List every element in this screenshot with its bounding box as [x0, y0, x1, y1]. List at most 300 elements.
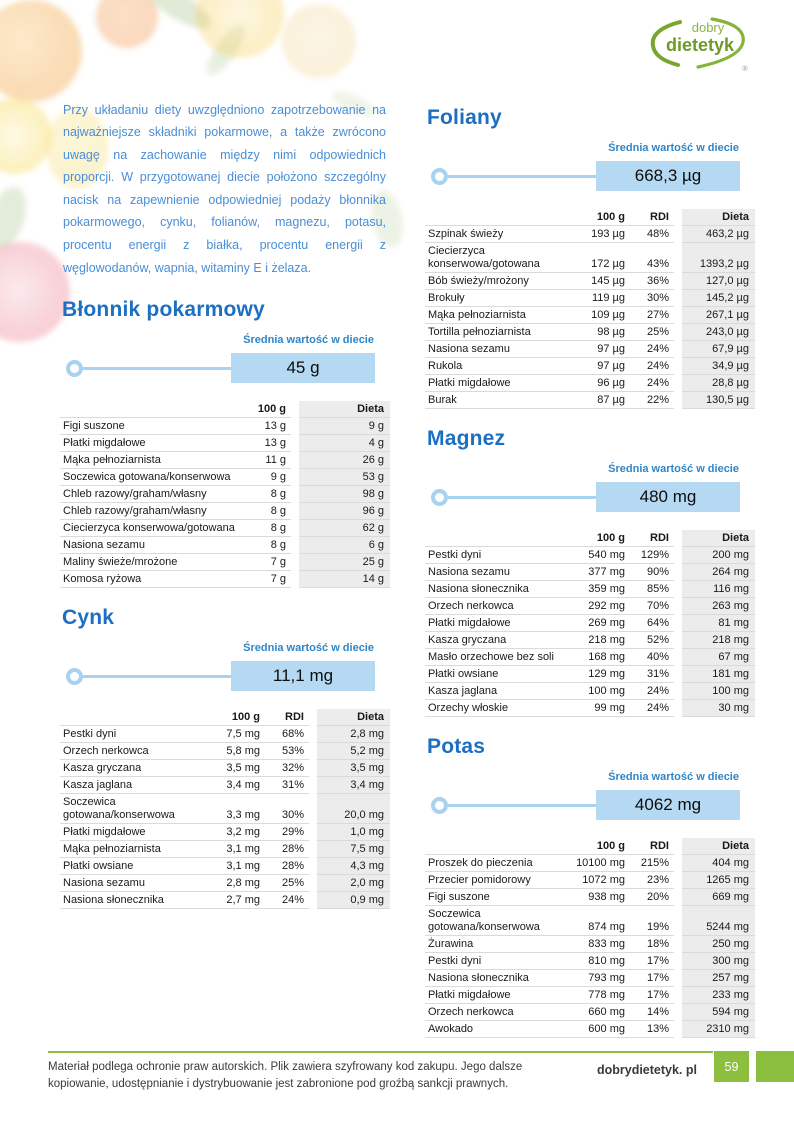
value-cell: 68% [281, 727, 304, 740]
value-cell: 3,2 mg [226, 825, 260, 838]
value-cell: 2,8 mg [313, 726, 390, 743]
table-row [60, 875, 390, 892]
food-name-cell: Kasza gryczana [63, 761, 142, 774]
value-cell: 874 mg [588, 920, 625, 933]
column-header: Dieta [313, 709, 390, 726]
value-cell: 2,8 mg [226, 876, 260, 889]
footer-edge-block [756, 1051, 794, 1082]
food-name-cell: Płatki migdałowe [63, 825, 146, 838]
food-name-cell: Żurawina [428, 937, 474, 950]
column-header: Dieta [295, 401, 390, 418]
average-marker [431, 790, 740, 820]
food-name-cell: Tortilla pełnoziarnista [428, 325, 531, 338]
food-name-cell: Pestki dyni [428, 954, 482, 967]
average-marker [66, 353, 375, 383]
value-cell: 7,5 mg [226, 727, 260, 740]
value-cell: 9 g [270, 470, 286, 483]
value-cell: 2,7 mg [226, 893, 260, 906]
food-name-cell: Nasiona słonecznika [428, 582, 529, 595]
column-header: RDI [650, 531, 669, 544]
value-cell: 13 g [264, 419, 286, 432]
food-name-cell: Proszek do pieczenia [428, 856, 533, 869]
value-cell: 26 g [295, 452, 390, 469]
table-row [60, 418, 390, 435]
marker-circle-icon [66, 360, 83, 377]
value-cell: 30 mg [678, 700, 755, 717]
table-row [425, 1021, 755, 1038]
value-cell: 168 mg [588, 650, 625, 663]
food-name-cell: Chleb razowy/graham/własny [63, 487, 207, 500]
section-cynk [60, 606, 390, 909]
value-cell: 43% [646, 257, 669, 270]
value-cell: 810 mg [588, 954, 625, 967]
nutrient-table [60, 709, 390, 909]
page-number-badge: 59 [714, 1051, 749, 1082]
average-value-box: 45 g [231, 353, 375, 383]
value-cell: 28% [281, 859, 304, 872]
value-cell: 25 g [295, 554, 390, 571]
value-cell: 100 mg [588, 684, 625, 697]
food-name-cell: Orzechy włoskie [428, 701, 509, 714]
value-cell: 32% [281, 761, 304, 774]
food-column-header [425, 209, 565, 226]
food-name-cell: Burak [428, 393, 457, 406]
food-name-cell: Płatki owsiane [63, 859, 134, 872]
column-header: RDI [285, 710, 304, 723]
value-cell: 10100 mg [576, 856, 625, 869]
food-name-cell: Kasza gryczana [428, 633, 507, 646]
average-value-box: 480 mg [596, 482, 740, 512]
column-header: RDI [650, 839, 669, 852]
table-row [425, 649, 755, 666]
value-cell: 48% [646, 227, 669, 240]
value-cell: 19% [646, 920, 669, 933]
food-name-cell: Bób świeży/mrożony [428, 274, 529, 287]
value-cell: 8 g [270, 538, 286, 551]
value-cell: 833 mg [588, 937, 625, 950]
value-cell: 938 mg [588, 890, 625, 903]
food-name-cell: Pestki dyni [428, 548, 482, 561]
value-cell: 127,0 µg [678, 273, 755, 290]
value-cell: 4,3 mg [313, 858, 390, 875]
food-name-cell: Awokado [428, 1022, 474, 1035]
value-cell: 300 mg [678, 953, 755, 970]
value-cell: 116 mg [678, 581, 755, 598]
marker-circle-icon [431, 168, 448, 185]
column-header: Dieta [678, 530, 755, 547]
value-cell: 20% [646, 890, 669, 903]
value-cell: 3,1 mg [226, 842, 260, 855]
food-name-cell: Kasza jaglana [63, 778, 133, 791]
value-cell: 404 mg [678, 855, 755, 872]
section-foliany [425, 106, 755, 409]
table-row [60, 743, 390, 760]
value-cell: 119 µg [591, 291, 625, 304]
table-row [425, 1004, 755, 1021]
background-lemon-slice [0, 98, 52, 174]
value-cell: 17% [646, 988, 669, 1001]
value-cell: 99 mg [594, 701, 625, 714]
food-name-cell: Rukola [428, 359, 463, 372]
table-row [60, 841, 390, 858]
average-value-box: 4062 mg [596, 790, 740, 820]
value-cell: 81 mg [678, 615, 755, 632]
food-name-cell: Płatki migdałowe [428, 988, 511, 1001]
value-cell: 29% [281, 825, 304, 838]
value-cell: 292 mg [588, 599, 625, 612]
value-cell: 130,5 µg [678, 392, 755, 409]
value-cell: 24% [646, 684, 669, 697]
table-row [425, 953, 755, 970]
average-marker [431, 482, 740, 512]
table-row [425, 872, 755, 889]
value-cell: 1,0 mg [313, 824, 390, 841]
table-row [425, 855, 755, 872]
food-name-cell: Soczewica gotowana/konserwowa [428, 907, 540, 933]
average-marker [431, 161, 740, 191]
value-cell: 5,2 mg [313, 743, 390, 760]
food-name-cell: Brokuły [428, 291, 465, 304]
value-cell: 793 mg [588, 971, 625, 984]
table-row [60, 537, 390, 554]
value-cell: 18% [646, 937, 669, 950]
table-row [425, 936, 755, 953]
value-cell: 31% [646, 667, 669, 680]
column-header: 100 g [596, 839, 625, 852]
value-cell: 7 g [270, 572, 286, 585]
column-header: Dieta [678, 838, 755, 855]
average-value-label: Średnia wartość w diecie [608, 771, 739, 783]
value-cell: 778 mg [588, 988, 625, 1001]
average-value-label: Średnia wartość w diecie [608, 142, 739, 154]
section-potas [425, 735, 755, 1038]
right-column [425, 106, 755, 1056]
value-cell: 267,1 µg [678, 307, 755, 324]
value-cell: 264 mg [678, 564, 755, 581]
registered-mark: ® [742, 66, 748, 73]
table-row [60, 777, 390, 794]
value-cell: 14% [646, 1005, 669, 1018]
value-cell: 11 g [265, 453, 286, 466]
value-cell: 22% [646, 393, 669, 406]
food-name-cell: Orzech nerkowca [428, 1005, 514, 1018]
food-name-cell: Płatki owsiane [428, 667, 499, 680]
background-leaf [0, 182, 33, 253]
logo-word-top: dobry [691, 20, 725, 35]
footer-divider [48, 1051, 713, 1053]
value-cell: 263 mg [678, 598, 755, 615]
column-header: 100 g [257, 402, 286, 415]
table-row [425, 226, 755, 243]
value-cell: 5,8 mg [226, 744, 260, 757]
value-cell: 660 mg [588, 1005, 625, 1018]
table-row [425, 290, 755, 307]
section-title: Foliany [427, 106, 502, 129]
value-cell: 669 mg [678, 889, 755, 906]
background-orange-slice [196, 0, 284, 58]
value-cell: 13% [646, 1022, 669, 1035]
value-cell: 5244 mg [678, 906, 755, 936]
value-cell: 30% [646, 291, 669, 304]
value-cell: 200 mg [678, 547, 755, 564]
column-header: RDI [650, 210, 669, 223]
value-cell: 257 mg [678, 970, 755, 987]
nutrient-table [60, 401, 390, 588]
food-name-cell: Orzech nerkowca [428, 599, 514, 612]
marker-track [448, 804, 596, 807]
table-row [60, 892, 390, 909]
background-pale-fruit [282, 4, 356, 78]
value-cell: 98 g [295, 486, 390, 503]
food-name-cell: Nasiona sezamu [428, 565, 510, 578]
value-cell: 27% [646, 308, 669, 321]
value-cell: 85% [646, 582, 669, 595]
value-cell: 98 µg [597, 325, 625, 338]
value-cell: 96 µg [597, 376, 625, 389]
food-column-header [60, 401, 240, 418]
table-row [60, 486, 390, 503]
background-tangerine-fruit [96, 0, 158, 48]
value-cell: 2,0 mg [313, 875, 390, 892]
food-name-cell: Przecier pomidorowy [428, 873, 531, 886]
table-row [425, 273, 755, 290]
value-cell: 17% [646, 954, 669, 967]
website-link[interactable]: dobrydietetyk. pl [596, 1063, 697, 1077]
value-cell: 1072 mg [582, 873, 625, 886]
value-cell: 25% [646, 325, 669, 338]
section-title: Błonnik pokarmowy [62, 298, 265, 321]
value-cell: 23% [646, 873, 669, 886]
average-value-label: Średnia wartość w diecie [243, 334, 374, 346]
value-cell: 25% [281, 876, 304, 889]
table-row [425, 666, 755, 683]
value-cell: 53 g [295, 469, 390, 486]
value-cell: 90% [646, 565, 669, 578]
value-cell: 30% [281, 808, 304, 821]
table-row [425, 324, 755, 341]
food-name-cell: Masło orzechowe bez soli [428, 650, 554, 663]
left-column [60, 298, 390, 927]
value-cell: 53% [281, 744, 304, 757]
marker-track [448, 496, 596, 499]
value-cell: 540 mg [588, 548, 625, 561]
value-cell: 4 g [295, 435, 390, 452]
value-cell: 28% [281, 842, 304, 855]
value-cell: 1265 mg [678, 872, 755, 889]
table-row [60, 726, 390, 743]
value-cell: 20,0 mg [313, 794, 390, 824]
background-orange-fruit [0, 0, 82, 102]
food-name-cell: Nasiona słonecznika [63, 893, 164, 906]
food-name-cell: Figi suszone [428, 890, 490, 903]
value-cell: 463,2 µg [678, 226, 755, 243]
food-name-cell: Nasiona sezamu [63, 876, 145, 889]
value-cell: 3,4 mg [226, 778, 260, 791]
value-cell: 67 mg [678, 649, 755, 666]
value-cell: 594 mg [678, 1004, 755, 1021]
food-name-cell: Komosa ryżowa [63, 572, 142, 585]
table-row [425, 307, 755, 324]
value-cell: 52% [646, 633, 669, 646]
average-value-box: 11,1 mg [231, 661, 375, 691]
value-cell: 600 mg [588, 1022, 625, 1035]
table-row [60, 858, 390, 875]
column-header: 100 g [596, 531, 625, 544]
value-cell: 145,2 µg [678, 290, 755, 307]
value-cell: 3,5 mg [313, 760, 390, 777]
food-name-cell: Chleb razowy/graham/własny [63, 504, 207, 517]
food-name-cell: Płatki migdałowe [63, 436, 146, 449]
food-name-cell: Soczewica gotowana/konserwowa [63, 795, 175, 821]
table-row [425, 700, 755, 717]
value-cell: 3,1 mg [226, 859, 260, 872]
value-cell: 7,5 mg [313, 841, 390, 858]
table-row [425, 615, 755, 632]
value-cell: 36% [646, 274, 669, 287]
food-name-cell: Nasiona sezamu [428, 342, 510, 355]
food-name-cell: Ciecierzyca konserwowa/gotowana [63, 521, 235, 534]
table-row [425, 375, 755, 392]
value-cell: 218 mg [588, 633, 625, 646]
table-row [60, 794, 390, 824]
average-marker [66, 661, 375, 691]
value-cell: 34,9 µg [678, 358, 755, 375]
value-cell: 129 mg [588, 667, 625, 680]
food-name-cell: Nasiona sezamu [63, 538, 145, 551]
background-leaf [201, 20, 252, 81]
copyright-notice: Materiał podlega ochronie praw autorskich. Plik zawiera szyfrowany kod zakupu. Jego dalsze kopiowanie, udostępnianie i dystrybuowanie jest zabronione pod groźbą sankcji prawnych. [48, 1061, 523, 1090]
table-row [60, 824, 390, 841]
marker-circle-icon [431, 797, 448, 814]
background-leaf [137, 0, 217, 37]
table-row [425, 598, 755, 615]
value-cell: 129% [640, 548, 669, 561]
value-cell: 2310 mg [678, 1021, 755, 1038]
value-cell: 14 g [295, 571, 390, 588]
nutrient-table [425, 209, 755, 409]
food-name-cell: Ciecierzyca konserwowa/gotowana [428, 244, 540, 270]
table-row [425, 358, 755, 375]
marker-track [83, 675, 231, 678]
food-name-cell: Mąka pełnoziarnista [63, 842, 161, 855]
value-cell: 8 g [270, 504, 286, 517]
table-row [425, 970, 755, 987]
food-name-cell: Mąka pełnoziarnista [428, 308, 526, 321]
food-name-cell: Mąka pełnoziarnista [63, 453, 161, 466]
logo-swoosh-icon [646, 14, 752, 74]
food-name-cell: Szpinak świeży [428, 227, 504, 240]
food-name-cell: Płatki migdałowe [428, 616, 511, 629]
food-name-cell: Pestki dyni [63, 727, 117, 740]
marker-circle-icon [431, 489, 448, 506]
value-cell: 7 g [270, 555, 286, 568]
table-row [425, 243, 755, 273]
value-cell: 218 mg [678, 632, 755, 649]
value-cell: 377 mg [588, 565, 625, 578]
marker-circle-icon [66, 668, 83, 685]
table-row [425, 632, 755, 649]
table-row [60, 452, 390, 469]
food-name-cell: Figi suszone [63, 419, 125, 432]
value-cell: 17% [646, 971, 669, 984]
table-row [425, 341, 755, 358]
value-cell: 172 µg [591, 257, 625, 270]
value-cell: 109 µg [591, 308, 625, 321]
table-row [425, 906, 755, 936]
value-cell: 62 g [295, 520, 390, 537]
value-cell: 70% [646, 599, 669, 612]
value-cell: 96 g [295, 503, 390, 520]
value-cell: 181 mg [678, 666, 755, 683]
value-cell: 9 g [295, 418, 390, 435]
column-header: 100 g [596, 210, 625, 223]
value-cell: 269 mg [588, 616, 625, 629]
value-cell: 24% [646, 342, 669, 355]
section-title: Magnez [427, 427, 506, 450]
table-header-row [425, 838, 755, 855]
food-name-cell: Kasza jaglana [428, 684, 498, 697]
value-cell: 24% [646, 359, 669, 372]
value-cell: 3,4 mg [313, 777, 390, 794]
nutrient-table [425, 838, 755, 1038]
table-row [425, 547, 755, 564]
value-cell: 97 µg [597, 342, 625, 355]
food-column-header [425, 838, 565, 855]
value-cell: 87 µg [597, 393, 625, 406]
column-header: Dieta [678, 209, 755, 226]
value-cell: 31% [281, 778, 304, 791]
value-cell: 97 µg [597, 359, 625, 372]
table-header-row [425, 209, 755, 226]
section-title: Cynk [62, 606, 115, 629]
value-cell: 24% [281, 893, 304, 906]
table-row [60, 571, 390, 588]
marker-track [83, 367, 231, 370]
food-name-cell: Soczewica gotowana/konserwowa [63, 470, 231, 483]
table-row [425, 392, 755, 409]
intro-paragraph: Przy układaniu diety uwzględniono zapotrzebowanie na najważniejsze składniki pokarmowe, a także zwrócono uwagę na zachowanie między nimi odpowiednich proporcji. W przygotowanej diecie położono szczególny nacisk na zapewnienie odpowiedniej podaży błonnika pokarmowego, cynku, folianów, magnezu, potasu, procentu energii z białka, procentu energii z węglowodanów, wapnia, witaminy E i żelaza. [63, 102, 386, 275]
value-cell: 250 mg [678, 936, 755, 953]
table-row [425, 683, 755, 700]
table-row [60, 469, 390, 486]
value-cell: 3,3 mg [226, 808, 260, 821]
average-value-box: 668,3 µg [596, 161, 740, 191]
table-row [60, 760, 390, 777]
food-column-header [60, 709, 200, 726]
table-header-row [425, 530, 755, 547]
food-name-cell: Nasiona słonecznika [428, 971, 529, 984]
column-header: 100 g [231, 710, 260, 723]
table-row [425, 987, 755, 1004]
average-value-label: Średnia wartość w diecie [608, 463, 739, 475]
table-row [60, 554, 390, 571]
value-cell: 8 g [270, 487, 286, 500]
value-cell: 64% [646, 616, 669, 629]
food-name-cell: Maliny świeże/mrożone [63, 555, 178, 568]
value-cell: 40% [646, 650, 669, 663]
section-magnez [425, 427, 755, 717]
table-row [60, 520, 390, 537]
food-column-header [425, 530, 565, 547]
value-cell: 215% [640, 856, 669, 869]
food-name-cell: Płatki migdałowe [428, 376, 511, 389]
value-cell: 359 mg [588, 582, 625, 595]
value-cell: 233 mg [678, 987, 755, 1004]
value-cell: 24% [646, 701, 669, 714]
value-cell: 1393,2 µg [678, 243, 755, 273]
value-cell: 24% [646, 376, 669, 389]
table-row [60, 435, 390, 452]
